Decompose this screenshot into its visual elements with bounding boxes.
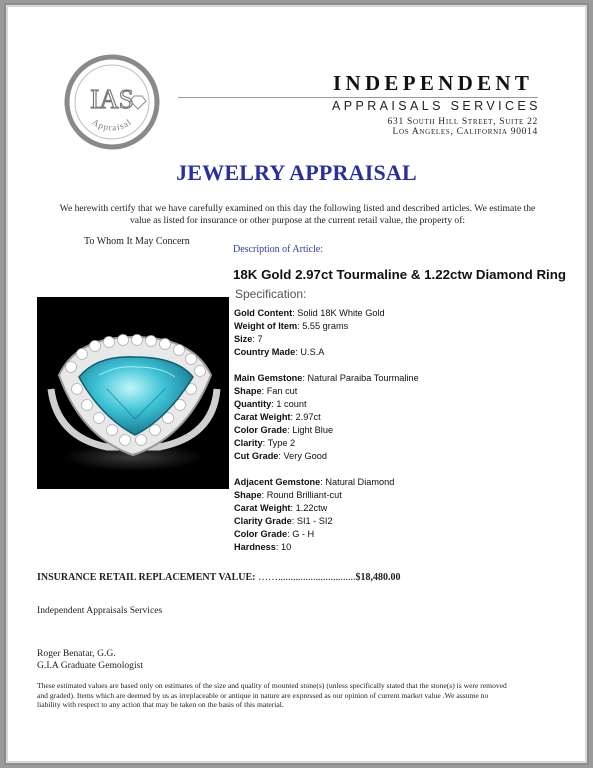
ias-logo [62, 52, 162, 152]
spec-row: Quantity: 1 count [234, 399, 307, 409]
header-divider [178, 97, 538, 98]
spec-row: Shape: Fan cut [234, 386, 298, 396]
spec-group-main-gemstone [234, 372, 419, 463]
company-name: INDEPENDENT [333, 71, 534, 95]
spec-row: Gold Content: Solid 18K White Gold [234, 308, 385, 318]
footer-company: Independent Appraisals Services [37, 605, 163, 616]
leader-dots: ……............................... [257, 572, 356, 583]
insurance-value-label: INSURANCE RETAIL REPLACEMENT VALUE: [37, 572, 256, 583]
document-title: JEWELRY APPRAISAL [176, 160, 417, 185]
company-subtitle: APPRAISALS SERVICES [332, 99, 541, 113]
description-label: Description of Article: [233, 244, 323, 255]
spec-row: Adjacent Gemstone: Natural Diamond [234, 477, 395, 487]
spec-row: Carat Weight: 1.22ctw [234, 503, 328, 513]
svg-text:IAS: IAS [90, 84, 134, 114]
insurance-value-line [37, 572, 400, 583]
spec-row: Hardness: 10 [234, 542, 292, 552]
spec-group-metal [234, 307, 385, 359]
spec-row: Size: 7 [234, 334, 263, 344]
spec-row: Main Gemstone: Natural Paraiba Tourmaline [234, 373, 419, 383]
recipient: To Whom It May Concern [84, 236, 190, 247]
spec-row: Carat Weight: 2.97ct [234, 412, 321, 422]
address-line-1: 631 South Hill Street, Suite 22 [387, 117, 538, 127]
disclaimer: These estimated values are based only on estimates of the size and quality of mounted stone(s) (unless specifically stated that the stone(s) is were removed and graded). Items which are deemed by us as irreplaceable or antique in nature are expressed as our opinion of current market value .We assume no liability with respect to any action that may be taken on the basis of this material. [37, 681, 507, 709]
spec-row: Clarity Grade: SI1 - SI2 [234, 516, 333, 526]
item-title: 18K Gold 2.97ct Tourmaline & 1.22ctw Diamond Ring [233, 267, 566, 282]
certification-text: We herewith certify that we have carefully examined on this day the following listed and described articles. We estimate the value as listed for insurance or other purpose at the current retail value, the property of: [59, 203, 536, 226]
spec-row: Cut Grade: Very Good [234, 451, 327, 461]
svg-text:Appraisal: Appraisal [90, 116, 134, 133]
spec-row: Color Grade: G - H [234, 529, 315, 539]
spec-row: Weight of Item: 5.55 grams [234, 321, 349, 331]
spec-row: Clarity: Type 2 [234, 438, 296, 448]
appraiser-title: G.I.A Graduate Gemologist [37, 660, 144, 671]
address-line-2: Los Angeles, California 90014 [392, 127, 538, 137]
insurance-value-amount: $18,480.00 [355, 572, 401, 583]
spec-row: Country Made: U.S.A [234, 347, 325, 357]
spec-row: Shape: Round Brilliant-cut [234, 490, 342, 500]
appraiser-name: Roger Benatar, G.G. [37, 648, 116, 659]
spec-group-adjacent-gemstone [234, 476, 394, 554]
spec-row: Color Grade: Light Blue [234, 425, 334, 435]
ring-photo [37, 297, 229, 489]
specification-label: Specification: [235, 287, 307, 301]
